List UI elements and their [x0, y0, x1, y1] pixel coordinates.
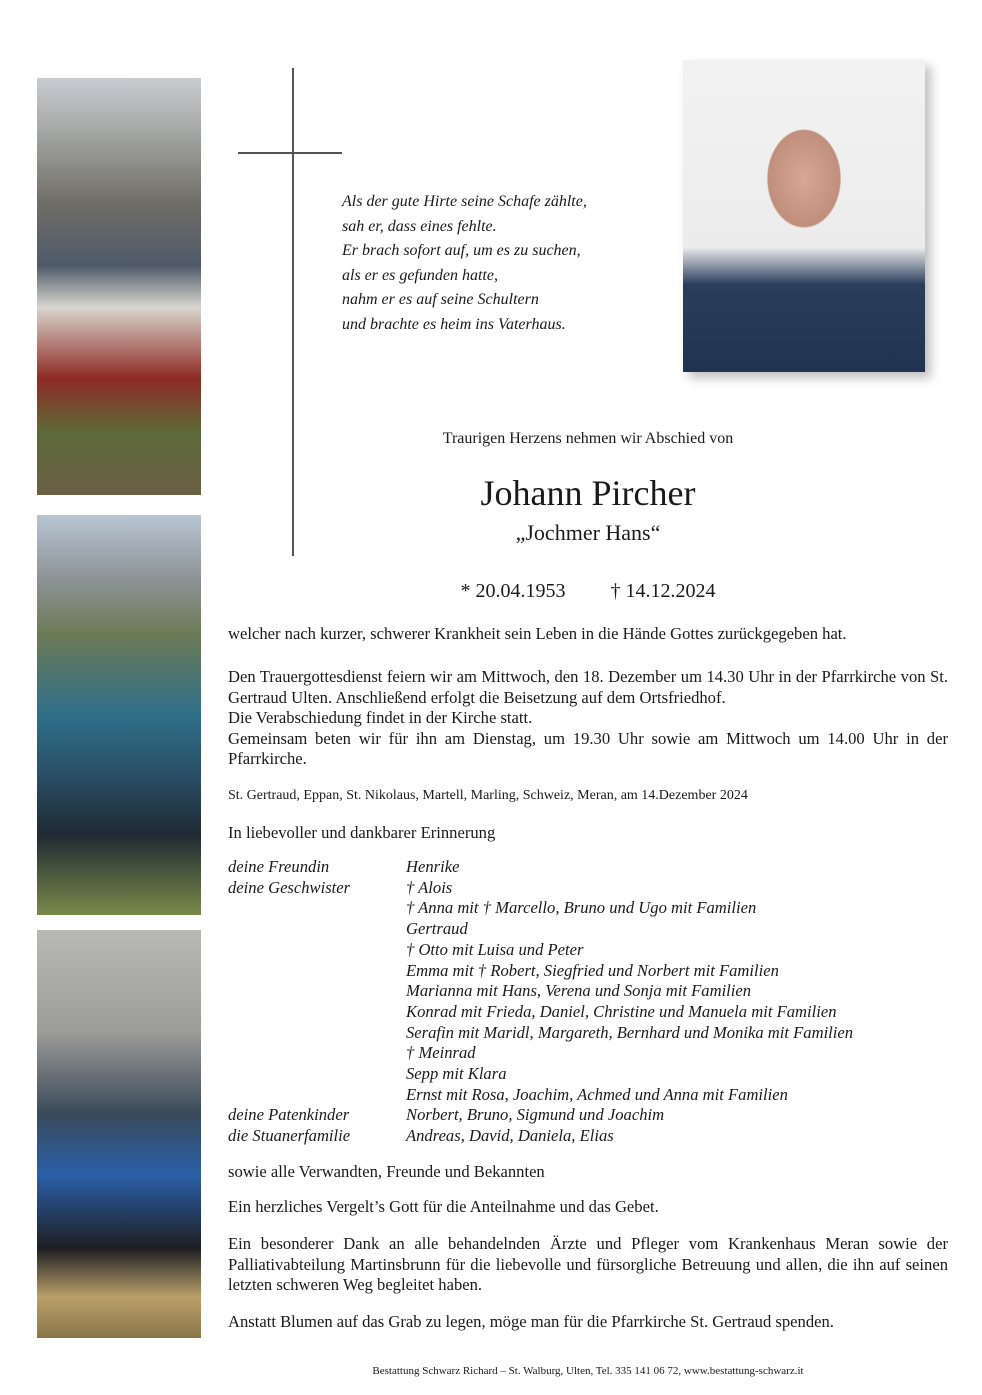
photo-with-goat — [37, 930, 201, 1338]
family-list — [228, 857, 853, 1147]
family-relation: deine Geschwister — [228, 877, 351, 897]
family-relation: deine Patenkinder — [228, 1105, 350, 1125]
family-names: Henrike — [406, 857, 460, 876]
family-relation — [228, 1043, 406, 1064]
family-names: Andreas, David, Daniela, Elias — [406, 1126, 614, 1146]
birth-date: * 20.04.1953 — [460, 580, 566, 602]
funeral-home-footer: Bestattung Schwarz Richard – St. Walburg, Ulten, Tel. 335 141 06 72, www.bestattung-schwarz.it — [372, 1365, 804, 1377]
family-names: Marianna mit Hans, Verena und Sonja mit Familien — [406, 981, 752, 1001]
family-relation — [228, 1002, 406, 1023]
family-relation — [228, 898, 406, 919]
poem-line: Als der gute Hirte seine Schafe zählte, — [342, 193, 587, 210]
family-names: † Alois — [406, 877, 453, 897]
family-row — [228, 1002, 853, 1023]
flowers-text: Anstatt Blumen auf das Grab zu legen, möge man für die Pfarrkirche St. Gertraud spenden. — [228, 1312, 834, 1331]
family-row — [228, 1064, 853, 1085]
intro-text: Traurigen Herzens nehmen wir Abschied von — [442, 430, 734, 447]
family-relation — [228, 1023, 406, 1044]
photo-with-binoculars — [37, 515, 201, 915]
family-relation: deine Freundin — [228, 857, 330, 876]
family-row — [228, 1043, 853, 1064]
poem-line: sah er, dass eines fehlte. — [342, 217, 497, 235]
family-row — [228, 1023, 853, 1044]
family-names: Serafin mit Maridl, Margareth, Bernhard und Monika mit Familien — [406, 1022, 854, 1042]
relatives-text: sowie alle Verwandten, Freunde und Bekannten — [228, 1162, 545, 1181]
poem — [342, 190, 587, 337]
photo-with-sheep — [37, 78, 201, 495]
service-info — [228, 667, 948, 770]
family-names: Gertraud — [406, 919, 468, 939]
family-relation — [228, 1064, 406, 1085]
death-date: † 14.12.2024 — [610, 580, 716, 602]
service-text: Den Trauergottesdienst feiern wir am Mittwoch, den 18. Dezember um 14.30 Uhr in der Pfarrkirche von St. Gertraud Ulten. Anschließend erfolgt die Beisetzung auf dem Ortsfriedhof. — [228, 667, 948, 707]
family-relation — [228, 940, 406, 961]
thanks-text: Ein herzliches Vergelt’s Gott für die Anteilnahme und das Gebet. — [228, 1197, 659, 1216]
farewell-text: Die Verabschiedung findet in der Kirche statt. — [228, 708, 533, 727]
family-relation — [228, 919, 406, 940]
family-row — [228, 1085, 853, 1106]
family-names: Norbert, Bruno, Sigmund und Joachim — [406, 1105, 665, 1125]
family-names: Konrad mit Frieda, Daniel, Christine und Manuela mit Familien — [406, 1001, 837, 1021]
special-thanks-text: Ein besonderer Dank an alle behandelnden Ärzte und Pfleger vom Krankenhaus Meran sowie der Palliativabteilung Martinsbrunn für die liebevolle und fürsorgliche Betreuung und allen, die ihn auf seinen letzten schweren Weg begleitet haben. — [228, 1234, 948, 1294]
family-row — [228, 1126, 853, 1147]
family-names: Emma mit † Robert, Siegfried und Norbert mit Familien — [406, 960, 779, 980]
family-names: † Otto mit Luisa und Peter — [406, 939, 584, 959]
family-row — [228, 1105, 853, 1126]
family-names: Ernst mit Rosa, Joachim, Achmed und Anna mit Familien — [406, 1084, 788, 1104]
family-relation — [228, 961, 406, 982]
family-relation — [228, 1085, 406, 1106]
cross-icon-bar — [238, 152, 342, 154]
life-dates — [228, 580, 948, 603]
family-relation: die Stuanerfamilie — [228, 1126, 351, 1146]
family-row — [228, 940, 853, 961]
place-date: St. Gertraud, Eppan, St. Nikolaus, Martell, Marling, Schweiz, Meran, am 14.Dezember 2024 — [228, 788, 748, 803]
family-names: † Anna mit † Marcello, Bruno und Ugo mit Familien — [406, 898, 757, 918]
family-row — [228, 981, 853, 1002]
deceased-name: Johann Pircher — [480, 473, 696, 513]
family-row — [228, 961, 853, 982]
poem-line: Er brach sofort auf, um es zu suchen, — [342, 242, 581, 259]
memory-text: In liebevoller und dankbarer Erinnerung — [228, 823, 496, 842]
family-names: † Meinrad — [406, 1043, 476, 1063]
prayer-text: Gemeinsam beten wir für ihn am Dienstag, um 19.30 Uhr sowie am Mittwoch um 14.00 Uhr in der Pfarrkirche. — [228, 728, 948, 768]
poem-line: als er es gefunden hatte, — [342, 266, 498, 284]
family-row — [228, 857, 853, 878]
family-relation — [228, 981, 406, 1002]
poem-line: und brachte es heim ins Vaterhaus. — [342, 315, 566, 333]
poem-line: nahm er es auf seine Schultern — [342, 291, 539, 308]
family-row — [228, 919, 853, 940]
family-row — [228, 898, 853, 919]
family-names: Sepp mit Klara — [406, 1064, 507, 1084]
family-row — [228, 878, 853, 899]
death-text: welcher nach kurzer, schwerer Krankheit sein Leben in die Hände Gottes zurückgegeben hat. — [228, 624, 847, 643]
nickname: „Jochmer Hans“ — [515, 520, 661, 545]
portrait-photo — [683, 60, 925, 372]
